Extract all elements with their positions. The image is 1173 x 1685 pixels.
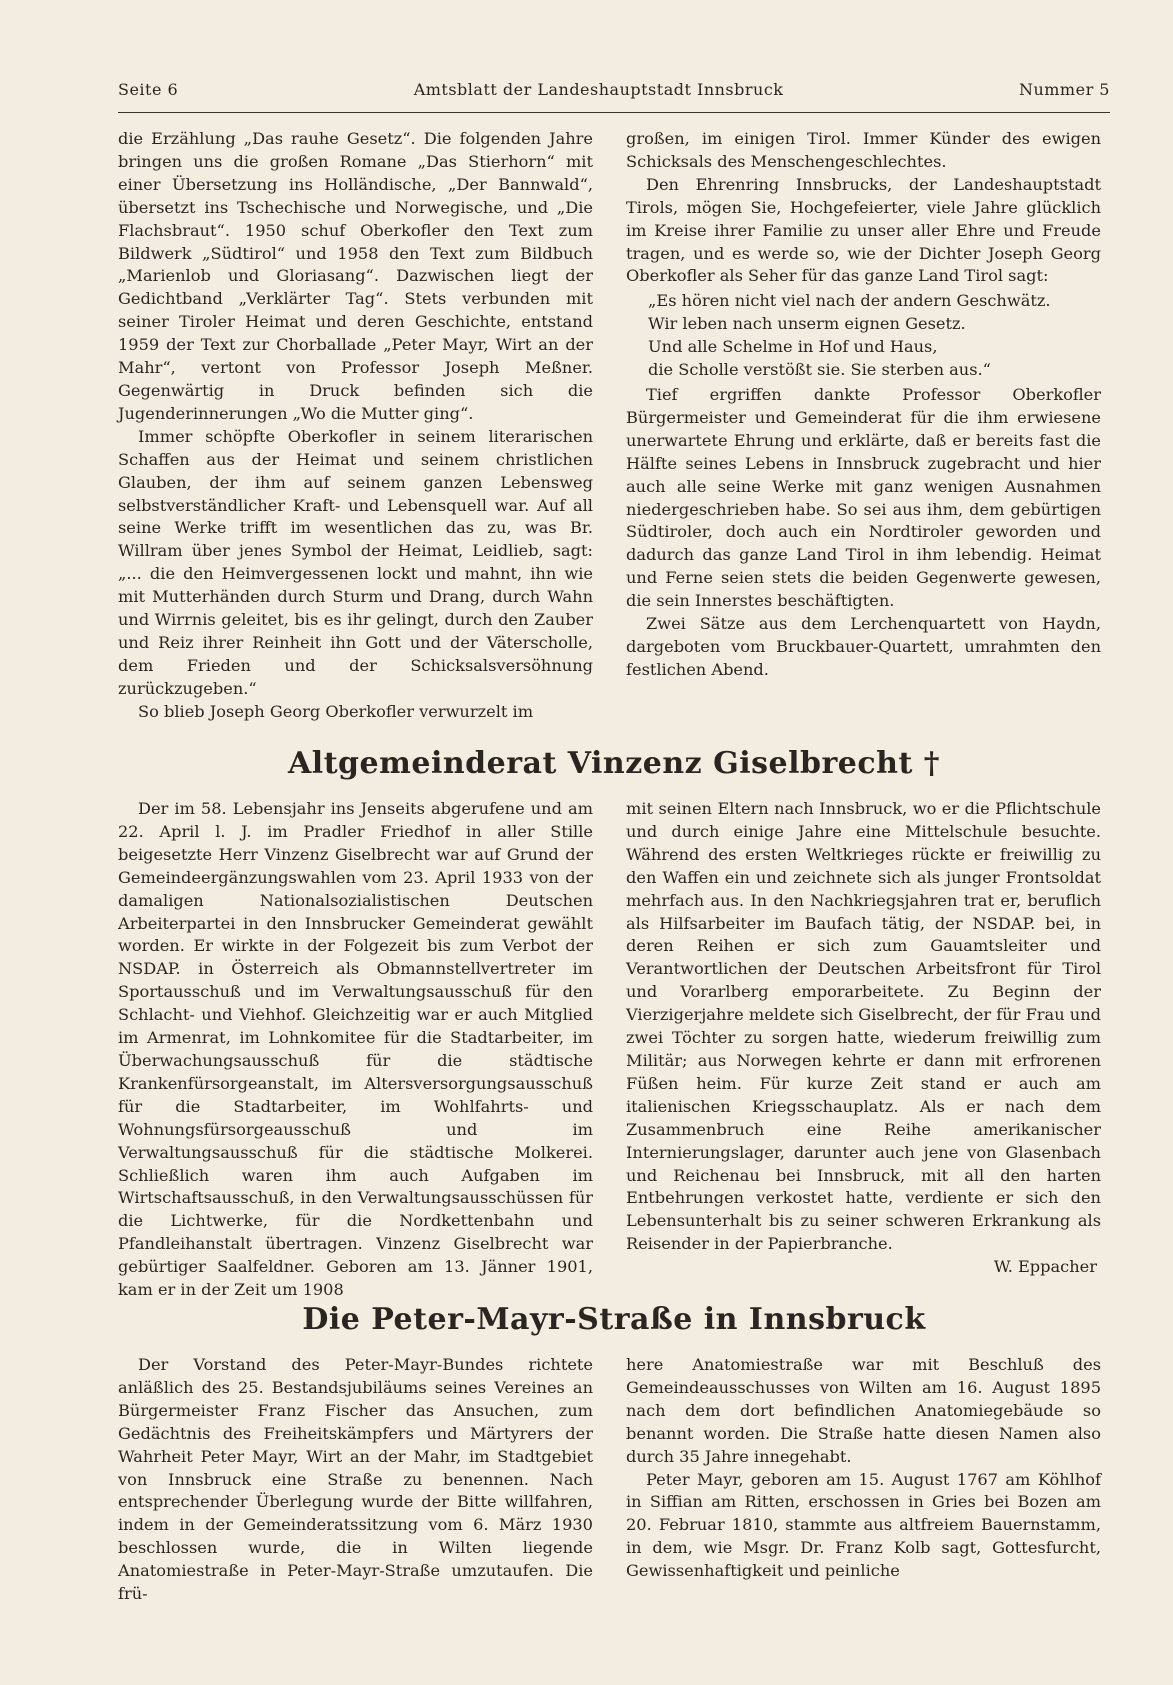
poem-line: die Scholle verstößt sie. Sie sterben aus.“ [648,360,991,380]
poem-quote [626,290,1101,382]
article1-left-column [118,128,593,724]
article3-paragraph: Peter Mayr, geboren am 15. August 1767 am Köhlhof in Siffian am Ritten, erschossen in Gries bei Bozen am 20. Februar 1810, stammte aus altfreiem Bauernstamm, in dem, wie Msgr. Dr. Franz Kolb sagt, Gottesfurcht, Gewissenhaftigkeit und peinliche [626,1469,1101,1581]
article1-paragraph: Den Ehrenring Innsbrucks, der Landeshauptstadt Tirols, mögen Sie, Hochgefeierter, viele Jahre glücklich im Kreise ihrer Familie zu unser aller Ehre und Freude tragen, und es werde so, wie der Dichter Joseph Georg Oberkofler als Seher für das ganze Land Tirol sagt: [626,174,1101,286]
article3-left-column [118,1354,593,1606]
article2-paragraph: Der im 58. Lebensjahr ins Jenseits abgerufene und am 22. April l. J. im Pradler Friedhof in aller Stille beigesetzte Herr Vinzenz Giselbrecht war auf Grund der Gemeindeergänzungswahlen vom 23. April 1933 von der damaligen Nationalsozialistischen Deutschen Arbeiterpartei in den Innsbrucker Gemeinderat gewählt worden. Er wirkte in der Folgezeit bis zum Verbot der NSDAP. in Österreich als Obmannstellvertreter im Sportausschuß und im Verwaltungsausschuß für den Schlacht- und Viehhof. Gleichzeitig war er auch Mitglied im Armenrat, im Lohnkomitee für die Stadtarbeiter, im Überwachungsausschuß für die städtische Krankenfürsorgeanstalt, im Altersversorgungsausschuß für die Stadtarbeiter, im Wohlfahrts- und Wohnungsfürsorgeausschuß und im Verwaltungsausschuß für die städtische Molkerei. Schließlich waren ihm auch Aufgaben im Wirtschaftsausschuß, in den Verwaltungsausschüssen für die Lichtwerke, für die Nordkettenbahn und Pfandleihanstalt übertragen. Vinzenz Giselbrecht war gebürtiger Saalfeldner. Geboren am 13. Jänner 1901, kam er in der Zeit um 1908 [118,799,593,1300]
article1-paragraph: Tief ergriffen dankte Professor Oberkofler Bürgermeister und Gemeinderat für die ihm erwiesene unerwartete Ehrung und erklärte, daß er bereits fast die Hälfte seines Lebens in Innsbruck zugebracht und hier auch alle seine Werke mit ganz wenigen Ausnahmen niedergeschrieben habe. So sei aus ihm, dem gebürtigen Südtiroler, doch auch ein Nordtiroler geworden und dadurch das ganze Land Tirol in ihm lebendig. Heimat und Ferne seien stets die beiden Gegenwerte gewesen, die sein Innerstes beschäftigten. [626,384,1101,611]
article1-paragraph: So blieb Joseph Georg Oberkofler verwurzelt im [138,701,534,721]
page-number: Seite 6 [118,80,179,99]
issue-number: Nummer 5 [1018,80,1110,99]
article1-paragraph: großen, im einigen Tirol. Immer Künder des ewigen Schicksals des Menschengeschlechtes. [626,129,1101,171]
header-rule [118,112,1110,113]
article2-headline: Altgemeinderat Vinzenz Giselbrecht † [288,746,940,781]
article2-left-column [118,798,593,1302]
article3-paragraph: here Anatomiestraße war mit Beschluß des Gemeindeausschusses von Wilten am 16. August 1895 nach dem dort befindlichen Anatomiegebäude so benannt worden. Die Straße hatte diesen Namen also durch 35 Jahre innegehabt. [626,1355,1101,1466]
article3-right-column [626,1354,1101,1583]
publication-title: Amtsblatt der Landeshauptstadt Innsbruck [413,80,784,99]
article2-paragraph: mit seinen Eltern nach Innsbruck, wo er die Pflichtschule und durch einige Jahre eine Mittelschule besuchte. Während des ersten Weltkrieges rückte er freiwillig zu den Waffen ein und zeichnete sich als junger Frontsoldat mehrfach aus. In den Nachkriegsjahren trat er, beruflich als Hilfsarbeiter im Baufach tätig, der NSDAP. bei, in deren Reihen er sich zum Gauamtsleiter und Verantwortlichen der Deutschen Arbeitsfront für Tirol und Vorarlberg emporarbeitete. Zu Beginn der Vierzigerjahre meldete sich Giselbrecht, der für Frau und zwei Töchter zu sorgen hatte, wiederum freiwillig zum Militär; aus Norwegen kehrte er dann mit erfrorenen Füßen heim. Für kurze Zeit stand er auch am italienischen Kriegsschauplatz. Als er nach dem Zusammenbruch eine Reihe amerikanischer Internierungslager, darunter auch jene von Glasenbach und Reichenau bei Innsbruck, mit all den harten Entbehrungen verkostet hatte, verdiente er sich den Lebensunterhalt bis zu seiner schweren Erkrankung als Reisender in der Papierbranche. [626,799,1101,1254]
poem-line: Wir leben nach unserm eignen Gesetz. [648,314,966,334]
article1-paragraph: Immer schöpfte Oberkofler in seinem literarischen Schaffen aus der Heimat und seinem christlichen Glauben, der ihm auf seinem ganzen Lebensweg selbstverständlicher Kraft- und Lebensquell war. Auf all seine Werke trifft im wesentlichen das zu, was Br. Willram über jenes Symbol der Heimat, Leidlieb, sagt: „... die den Heimvergessenen lockt und mahnt, ihn wie mit Mutterhänden durch Sturm und Drang, durch Wahn und Wirrnis geleitet, bis es ihr gelingt, durch den Zauber und Reiz ihrer Reinheit ihn Gott und der Väterscholle, dem Frieden und der Schicksalsversöhnung zurückzugeben.“ [118,426,593,698]
page-header [118,80,1110,104]
article1-paragraph: die Erzählung „Das rauhe Gesetz“. Die folgenden Jahre bringen uns die großen Romane „Das Stierhorn“ mit einer Übersetzung ins Holländische, „Der Bannwald“, übersetzt ins Tschechische und Norwegische, und „Die Flachsbraut“. 1950 schuf Oberkofler den Text zum Bildwerk „Südtirol“ und 1958 den Text zum Bildbuch „Marienlob und Gloriasang“. Dazwischen liegt der Gedichtband „Verklärter Tag“. Stets verbunden mit seiner Tiroler Heimat und deren Geschichte, entstand 1959 der Text zur Chorballade „Peter Mayr, Wirt an der Mahr“, vertont von Professor Joseph Meßner. Gegenwärtig in Druck befinden sich die Jugenderinnerungen „Wo die Mutter ging“. [118,129,593,423]
article1-paragraph: Zwei Sätze aus dem Lerchenquartett von Haydn, dargeboten vom Bruckbauer-Quartett, umrahmten den festlichen Abend. [626,614,1101,679]
article2-right-column [626,798,1101,1279]
poem-line: „Es hören nicht viel nach der andern Geschwätz. [648,291,1051,311]
article3-headline: Die Peter-Mayr-Straße in Innsbruck [302,1302,926,1337]
author-signature: W. Eppacher [993,1257,1097,1277]
article3-paragraph: Der Vorstand des Peter-Mayr-Bundes richtete anläßlich des 25. Bestandsjubiläums seines Vereines an Bürgermeister Franz Fischer das Ansuchen, zum Gedächtnis des Freiheitskämpfers und Märtyrers der Wahrheit Peter Mayr, Wirt an der Mahr, im Stadtgebiet von Innsbruck eine Straße zu benennen. Nach entsprechender Überlegung wurde der Bitte willfahren, indem in der Gemeinderatssitzung vom 6. März 1930 beschlossen wurde, die in Wilten liegende Anatomiestraße in Peter-Mayr-Straße umzutaufen. Die frü- [118,1355,593,1604]
poem-line: Und alle Schelme in Hof und Haus, [648,337,938,357]
article1-right-column [626,128,1101,682]
